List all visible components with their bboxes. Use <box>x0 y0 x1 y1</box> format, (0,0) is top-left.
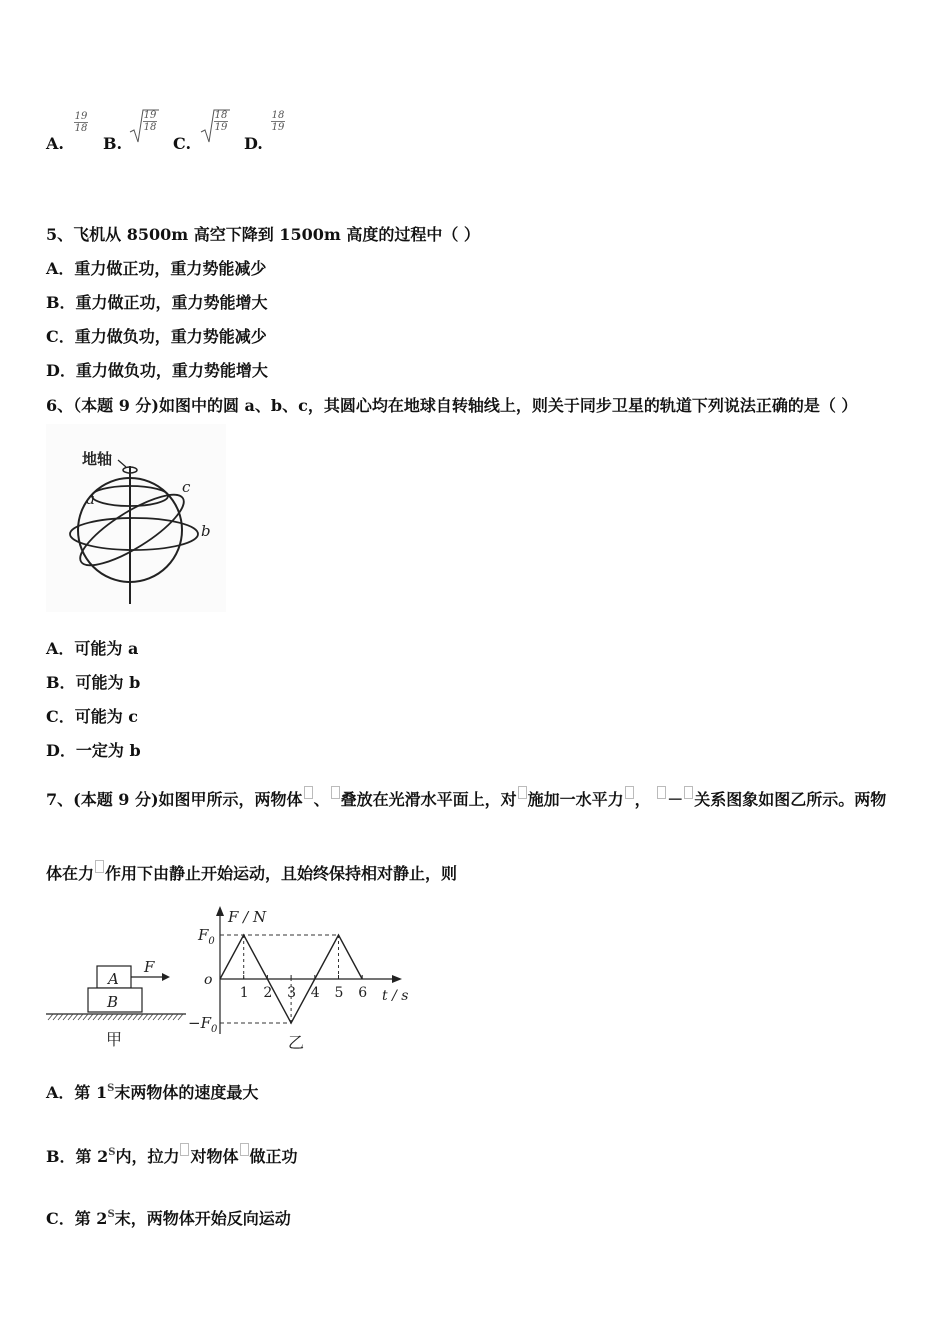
q5-option-a: A．重力做正功，重力势能减少 <box>46 259 267 278</box>
f0-label: $F_0$ <box>198 926 215 947</box>
x-tick-label-1: 1 <box>239 985 249 1001</box>
missing-glyph-icon <box>657 786 666 799</box>
q6-stem: 6、（本题 9 分)如图中的圆 a、b、c，其圆心均在地球自转轴线上，则关于同步卫星的轨道下列说法正确的是（ ） <box>46 396 858 415</box>
q7-stem-line1: 7、(本题 9 分)如图甲所示，两物体 、 叠放在光滑水平面上，对 施加一水平力 ， － 关系图象如图乙所示。两物 <box>46 786 886 810</box>
orbit-a-label: a <box>86 490 95 508</box>
figure-yi-caption: 乙 <box>288 1033 305 1052</box>
axis-label: 地轴 <box>82 450 113 468</box>
x-tick-label-5: 5 <box>334 985 344 1001</box>
y-axis-arrow-icon <box>216 906 224 916</box>
q4-option-d-fraction: $\frac{18}{19}$ <box>271 110 285 133</box>
block-a-label: A <box>108 970 119 988</box>
missing-glyph-icon <box>240 1143 249 1156</box>
q7-stem-line2: 体在力 作用下由静止开始运动，且始终保持相对静止，则 <box>46 860 457 884</box>
q6-earth-figure <box>46 424 226 612</box>
missing-glyph-icon <box>331 786 340 799</box>
q4-option-c-label: C. <box>173 134 192 153</box>
q6-option-c: C．可能为 c <box>46 707 139 726</box>
x-tick-label-6: 6 <box>358 985 368 1001</box>
block-b-label: B <box>107 993 119 1011</box>
x-tick-label-4: 4 <box>310 985 320 1001</box>
q7-figure-yi <box>186 904 416 1054</box>
x-axis-label: t / s <box>382 988 409 1004</box>
q4-option-b-fraction: $\frac{19}{18}$ <box>143 110 157 133</box>
orbit-b-label: b <box>201 522 211 540</box>
q6-option-d: D．一定为 b <box>46 741 141 760</box>
x-tick-label-3: 3 <box>287 985 297 1001</box>
y-axis-label: F / N <box>228 908 267 926</box>
q4-option-a-fraction: $\frac{19}{18}$ <box>74 111 88 134</box>
orbit-c-label: c <box>182 478 191 496</box>
q4-option-a-label: A. <box>46 134 64 153</box>
force-label: F <box>144 958 155 976</box>
ground-hatch <box>48 1014 183 1020</box>
q7-figure-jia <box>44 950 194 1055</box>
missing-glyph-icon <box>180 1143 189 1156</box>
q7-option-b: B．第 $2^S$内，拉力 对物体 做正功 <box>46 1143 298 1167</box>
q4-option-d-label: D. <box>244 134 263 153</box>
q6-option-a: A．可能为 a <box>46 639 139 658</box>
q5-option-c: C．重力做负功，重力势能减少 <box>46 327 267 346</box>
q7-option-a: A．第 $1^S$末两物体的速度最大 <box>46 1083 259 1102</box>
missing-glyph-icon <box>304 786 313 799</box>
x-axis-arrow-icon <box>392 975 402 983</box>
q6-option-b: B．可能为 b <box>46 673 141 692</box>
q5-stem: 5、飞机从 8500m 高空下降到 1500m 高度的过程中（ ） <box>46 225 480 244</box>
q4-option-b-label: B. <box>103 134 123 153</box>
missing-glyph-icon <box>684 786 693 799</box>
missing-glyph-icon <box>518 786 527 799</box>
missing-glyph-icon <box>625 786 634 799</box>
neg-f0-label: $-F_0$ <box>188 1014 218 1035</box>
q5-option-d: D．重力做负功，重力势能增大 <box>46 361 268 380</box>
q5-option-b: B．重力做正功，重力势能增大 <box>46 293 268 312</box>
q4-option-c-fraction: $\frac{18}{19}$ <box>214 110 228 133</box>
x-tick-label-2: 2 <box>263 985 273 1001</box>
missing-glyph-icon <box>95 860 104 873</box>
figure-jia-caption: 甲 <box>106 1030 123 1049</box>
origin-label: o <box>204 972 213 988</box>
force-arrow-head-icon <box>162 973 170 981</box>
q7-option-c: C．第 $2^S$末，两物体开始反向运动 <box>46 1209 291 1228</box>
